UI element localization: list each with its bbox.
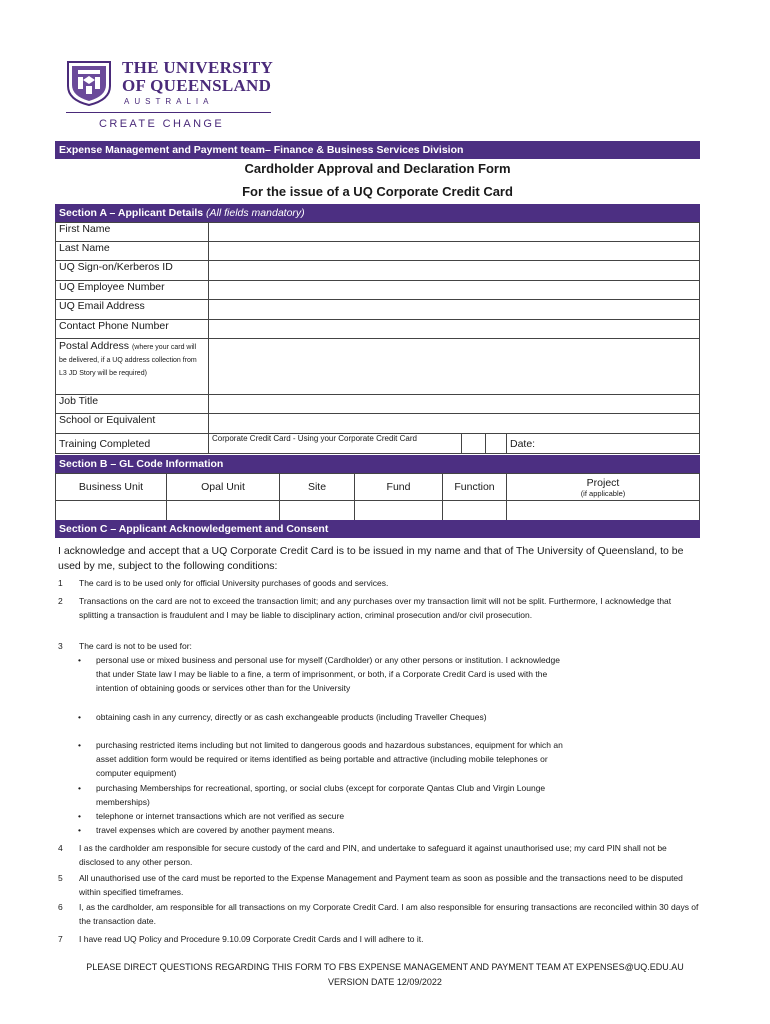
- signon-label: UQ Sign-on/Kerberos ID: [56, 261, 209, 281]
- bullet-text: purchasing restricted items including but not limited to dangerous goods and hazardous substances, equipment for which an asset addition form would be required or items identified as being portable and attractive (including mobile telephones or computer equipment): [96, 740, 563, 779]
- site-field[interactable]: [280, 501, 355, 521]
- opal-unit-header: Opal Unit: [167, 474, 280, 501]
- bullet-text: telephone or internet transactions which are not verified as secure: [96, 811, 345, 821]
- email-label: UQ Email Address: [56, 300, 209, 320]
- postal-address-label: [56, 339, 209, 395]
- job-title-label: Job Title: [56, 395, 209, 414]
- fund-field[interactable]: [355, 501, 443, 521]
- table-row: [56, 300, 700, 320]
- bullet-dot: •: [78, 825, 81, 835]
- logo-country: AUSTRALIA: [124, 97, 214, 106]
- training-completed-checkbox[interactable]: [462, 434, 486, 454]
- business-unit-header: Business Unit: [56, 474, 167, 501]
- training-course-name: Corporate Credit Card - Using your Corporate Credit Card: [209, 434, 462, 454]
- condition-text: Transactions on the card are not to exceed the transaction limit; and any purchases over my transaction limit will not be split. Furthermore, I acknowledge that splitting a transaction is fraudulent and I may be liable to disciplinary action, criminal prosecution and/or civil prosecution.: [79, 596, 672, 621]
- condition-number: 1: [58, 578, 63, 588]
- gl-code-table: [55, 473, 700, 521]
- project-field[interactable]: [507, 501, 700, 521]
- table-row: [56, 223, 700, 242]
- section-a-header: [55, 204, 700, 222]
- employee-number-field[interactable]: [209, 281, 700, 300]
- condition-text: I as the cardholder am responsible for secure custody of the card and PIN, and undertake to safeguard it against unauthorised use; my card PIN shall not be disclosed to any other person.: [79, 843, 667, 868]
- bullet-dot: •: [78, 811, 81, 821]
- project-header-label: Project: [586, 476, 620, 489]
- bullet-dot: •: [78, 740, 81, 750]
- fund-header: Fund: [355, 474, 443, 501]
- bullet-text: travel expenses which are covered by another payment means.: [96, 825, 335, 835]
- logo-divider: [66, 112, 271, 113]
- first-name-label: First Name: [56, 223, 209, 242]
- logo-line-2: OF QUEENSLAND: [122, 76, 272, 95]
- employee-number-label: UQ Employee Number: [56, 281, 209, 300]
- table-row: [56, 414, 700, 434]
- section-c-header: Section C – Applicant Acknowledgement and Consent: [55, 520, 700, 538]
- job-title-field[interactable]: [209, 395, 700, 414]
- condition-number: 4: [58, 843, 63, 853]
- last-name-field[interactable]: [209, 242, 700, 261]
- table-row: [56, 501, 700, 521]
- business-unit-field[interactable]: [56, 501, 167, 521]
- condition-number: 7: [58, 934, 63, 944]
- form-subtitle: For the issue of a UQ Corporate Credit Card: [242, 184, 513, 199]
- function-field[interactable]: [443, 501, 507, 521]
- table-row: [56, 395, 700, 414]
- bullet-dot: •: [78, 712, 81, 722]
- table-row: [56, 339, 700, 395]
- table-row: [56, 261, 700, 281]
- logo-line-1: THE UNIVERSITY: [122, 58, 274, 77]
- project-header: [507, 474, 700, 501]
- spacer-cell: [486, 434, 507, 454]
- postal-address-title: Postal Address: [59, 340, 130, 352]
- first-name-field[interactable]: [209, 223, 700, 242]
- form-title: Cardholder Approval and Declaration Form: [244, 161, 511, 176]
- last-name-label: Last Name: [56, 242, 209, 261]
- project-header-note: (if applicable): [580, 488, 626, 498]
- section-a-note: (All fields mandatory): [206, 207, 305, 219]
- footer-version: VERSION DATE 12/09/2022: [328, 977, 442, 987]
- table-row: [56, 281, 700, 300]
- function-header: Function: [443, 474, 507, 501]
- condition-text: The card is not to be used for:: [79, 641, 192, 651]
- section-b-header: Section B – GL Code Information: [55, 455, 700, 473]
- footer-contact: PLEASE DIRECT QUESTIONS REGARDING THIS FORM TO FBS EXPENSE MANAGEMENT AND PAYMENT TEAM AT EXPENSES@UQ.EDU.AU: [86, 962, 684, 972]
- condition-text: I have read UQ Policy and Procedure 9.10.09 Corporate Credit Cards and I will adhere to it.: [79, 934, 424, 944]
- email-field[interactable]: [209, 300, 700, 320]
- training-label: Training Completed: [56, 434, 209, 454]
- condition-number: 6: [58, 902, 63, 912]
- acknowledgement-intro: I acknowledge and accept that a UQ Corporate Credit Card is to be issued in my name and that of The University of Queensland, to be used by me, subject to the following conditions:: [58, 545, 684, 572]
- table-row: [56, 320, 700, 339]
- postal-address-field[interactable]: [209, 339, 700, 395]
- bullet-dot: •: [78, 655, 81, 665]
- condition-text: I, as the cardholder, am responsible for all transactions on my Corporate Credit Card. I am also responsible for ensuring transactions are reconciled within 30 days of the transaction date.: [79, 902, 699, 927]
- condition-number: 5: [58, 873, 63, 883]
- phone-label: Contact Phone Number: [56, 320, 209, 339]
- table-row: [56, 434, 700, 454]
- section-a-title: Section A – Applicant Details: [59, 207, 204, 219]
- condition-text: All unauthorised use of the card must be reported to the Expense Management and Payment team as soon as possible and the transactions need to be disputed within specified timeframes.: [79, 873, 683, 898]
- division-header-bar: Expense Management and Payment team– Finance & Business Services Division: [55, 141, 700, 159]
- condition-number: 3: [58, 641, 63, 651]
- signon-field[interactable]: [209, 261, 700, 281]
- site-header: Site: [280, 474, 355, 501]
- bullet-text: personal use or mixed business and personal use for myself (Cardholder) or any other persons or institution. I acknowledge that under State law I may be liable to a fine, a term of imprisonment, or both, if a Corporate Credit Card is used with the intention of obtaining goods or services other than for the University: [96, 655, 560, 694]
- school-field[interactable]: [209, 414, 700, 434]
- table-row: [56, 474, 700, 501]
- applicant-details-table: [55, 222, 700, 454]
- uq-logo: [66, 58, 281, 132]
- logo-tagline: CREATE CHANGE: [99, 118, 225, 130]
- table-row: [56, 242, 700, 261]
- bullet-text: obtaining cash in any currency, directly or as cash exchangeable products (including Traveller Cheques): [96, 712, 487, 722]
- condition-text: The card is to be used only for official University purchases of goods and services.: [79, 578, 389, 588]
- postal-address-note: (where your card will be delivered, if a UQ address collection from L3 JD Story will be required): [59, 344, 197, 377]
- condition-number: 2: [58, 596, 63, 606]
- bullet-text: purchasing Memberships for recreational, sporting, or social clubs (except for corporate Qantas Club and Virgin Lounge memberships): [96, 783, 546, 808]
- opal-unit-field[interactable]: [167, 501, 280, 521]
- uq-crest-icon: [66, 60, 112, 106]
- phone-field[interactable]: [209, 320, 700, 339]
- training-date-field[interactable]: Date:: [507, 434, 700, 454]
- school-label: School or Equivalent: [56, 414, 209, 434]
- bullet-dot: •: [78, 783, 81, 793]
